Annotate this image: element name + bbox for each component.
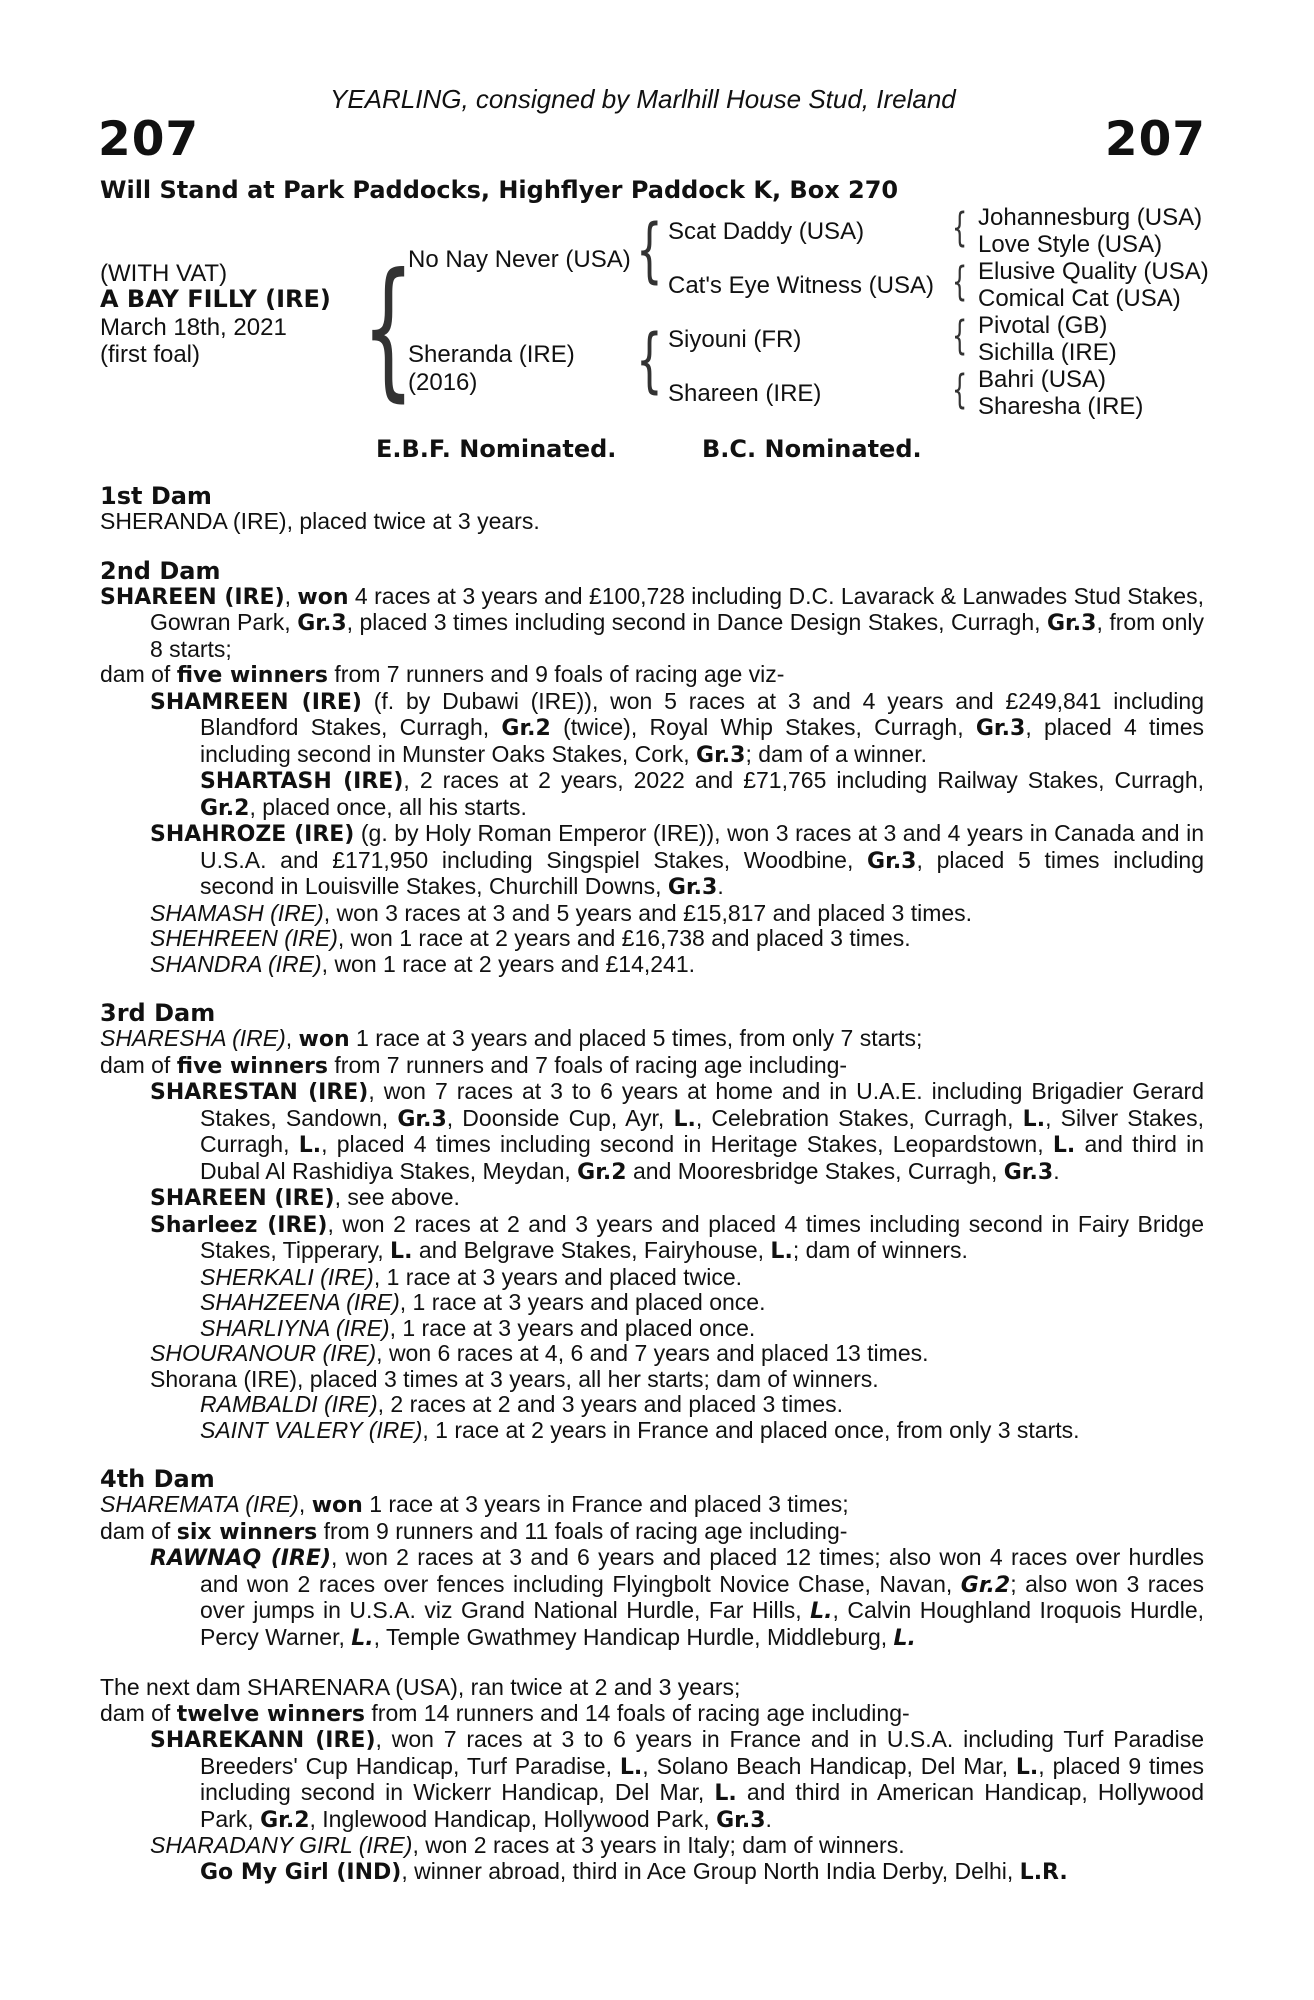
dam-section xyxy=(100,1675,1204,1885)
text-run: , won 2 races at 2 and 3 years and placed 4 times including second in Fairy Bridge Stakes, Tipperary, xyxy=(200,1210,1204,1263)
text-run: , won 1 race at 2 years and £16,738 and placed 3 times. xyxy=(337,925,911,951)
bold-name: five winners xyxy=(176,1053,329,1079)
text-run: . xyxy=(1053,1157,1060,1184)
text-run: , won 2 races at 3 years in Italy; dam of winners. xyxy=(412,1832,905,1858)
foal-note: (first foal) xyxy=(100,341,201,368)
grade-label: Gr.3 xyxy=(975,716,1026,741)
granddam-6: Sichilla (IRE) xyxy=(978,339,1117,366)
bold-name: SHARTASH (IRE) xyxy=(200,769,404,794)
text-run: The next dam SHARENARA (USA), ran twice at 2 and 3 years; xyxy=(100,1674,741,1700)
horse-name: A BAY FILLY (IRE) xyxy=(100,285,331,313)
record-line xyxy=(100,1341,1204,1367)
grade-label: L. xyxy=(1015,1754,1039,1780)
record-line xyxy=(100,1053,1204,1080)
text-run: , 1 race at 2 years in France and placed once, from only 3 starts. xyxy=(422,1416,1080,1443)
text-run: , won 7 races at 3 to 6 years in France and in U.S.A. including Turf Paradise Breeders' Cup Handicap, Turf Paradise, xyxy=(200,1726,1204,1779)
grade-label: L. xyxy=(619,1754,643,1780)
text-run: SHERANDA (IRE), placed twice at 3 years. xyxy=(100,508,540,534)
italic-name: SHAREMATA (IRE) xyxy=(100,1491,299,1517)
record-line xyxy=(100,952,1204,978)
text-run: (f. by Dubawi (IRE)), won 5 races at 3 and 4 years and £249,841 including Blandford Stakes, Curragh, xyxy=(200,687,1204,740)
record-line xyxy=(100,689,1204,769)
granddam-2: Love Style (USA) xyxy=(978,231,1163,258)
grade-label: L. xyxy=(298,1133,322,1158)
text-run: . xyxy=(717,873,724,899)
consignment-subtitle: YEARLING, consigned by Marlhill House Stud, Ireland xyxy=(330,84,956,114)
text-run: , placed 3 times including second in Dance Design Stakes, Curragh, xyxy=(346,609,1047,635)
bold-name: Sharleez (IRE) xyxy=(150,1212,328,1238)
text-run: . xyxy=(765,1805,772,1832)
record-line xyxy=(100,1727,1204,1833)
g3-brace: { xyxy=(952,313,968,359)
text-run: ; dam of winners. xyxy=(792,1237,968,1263)
text-run: 1 race at 3 years in France and placed 3 times; xyxy=(362,1491,849,1517)
grade-label: Gr.3 xyxy=(397,1106,447,1132)
text-run: , from only 8 starts; xyxy=(150,609,1204,662)
text-run: , won 6 races at 4, 6 and 7 years and placed 13 times. xyxy=(376,1340,929,1366)
text-run: , xyxy=(285,1025,299,1051)
grade-label: Gr.3 xyxy=(1047,611,1097,636)
dam-year: (2016) xyxy=(408,369,478,396)
section-heading: 1st Dam xyxy=(100,482,212,510)
bc-nomination: B.C. Nominated. xyxy=(702,435,922,463)
grade-label: L. xyxy=(673,1106,696,1132)
text-run: from 7 runners and 9 foals of racing age viz- xyxy=(328,661,785,687)
text-run: , winner abroad, third in Ace Group North India Derby, Delhi, xyxy=(401,1857,1020,1884)
record-line xyxy=(100,1026,1204,1053)
grandsire-7: Bahri (USA) xyxy=(978,366,1107,393)
text-run: , Doonside Cup, Ayr, xyxy=(446,1104,674,1131)
record-line xyxy=(100,901,1204,927)
section-heading: 3rd Dam xyxy=(100,999,216,1027)
grade-label: L. xyxy=(390,1239,413,1264)
text-run: , placed 4 times including second in Munster Oaks Stakes, Cork, xyxy=(200,714,1204,767)
record-line xyxy=(100,1185,1204,1212)
text-run: , 2 races at 2 and 3 years and placed 3 times. xyxy=(377,1391,844,1417)
bold-name: won xyxy=(297,584,349,610)
italic-name: SHARADANY GIRL (IRE) xyxy=(150,1832,413,1858)
record-line xyxy=(100,1545,1204,1651)
record-line xyxy=(100,584,1204,663)
grade-label: Gr.2 xyxy=(260,1807,310,1833)
record-line xyxy=(100,662,1204,689)
grade-label: Gr.3 xyxy=(716,1807,766,1833)
italic-name: SHOURANOUR (IRE) xyxy=(150,1340,377,1366)
grade-label: L.R. xyxy=(1019,1859,1068,1885)
bold-name: Go My Girl (IND) xyxy=(200,1859,402,1885)
text-run: , xyxy=(298,1491,312,1517)
bold-name: SHAREKANN (IRE) xyxy=(150,1728,376,1753)
sire-dam: Cat's Eye Witness (USA) xyxy=(668,272,934,299)
record-line xyxy=(100,1212,1204,1265)
text-run: , see above. xyxy=(334,1184,460,1210)
dam-sire: Siyouni (FR) xyxy=(668,326,802,353)
text-run: dam of xyxy=(100,1699,177,1726)
grandsire-1: Johannesburg (USA) xyxy=(978,204,1203,231)
grade-label: L. xyxy=(714,1781,737,1806)
text-run: , won 2 races at 3 and 6 years and placed 12 times; also won 4 races over hurdles and won 2 races over fences including Flyingbolt Novice Chase, Navan, xyxy=(200,1544,1204,1597)
record-line xyxy=(100,1418,1204,1444)
text-run: and third in American Handicap, Hollywood Park, xyxy=(200,1779,1204,1832)
text-run: , placed 5 times including second in Louisville Stakes, Churchill Downs, xyxy=(200,846,1204,899)
foaling-date: March 18th, 2021 xyxy=(100,314,287,341)
text-run: , Temple Gwathmey Handicap Hurdle, Middleburg, xyxy=(373,1623,894,1650)
grade-label: Gr.2 xyxy=(501,716,551,741)
g1-brace: { xyxy=(952,205,968,251)
record-line xyxy=(100,1079,1204,1185)
dam-section xyxy=(100,1467,1204,1651)
text-run: , won 3 races at 3 and 5 years and £15,817 and placed 3 times. xyxy=(323,899,973,926)
lot-number-left: 207 xyxy=(98,112,200,167)
ebf-nomination: E.B.F. Nominated. xyxy=(376,435,617,463)
text-run: , 1 race at 3 years and placed once. xyxy=(389,1314,756,1341)
dam-dam: Shareen (IRE) xyxy=(668,380,822,407)
text-run: 1 race at 3 years and placed 5 times, from only 7 starts; xyxy=(349,1025,923,1051)
section-heading: 4th Dam xyxy=(100,1465,215,1493)
vat-note: (WITH VAT) xyxy=(100,260,228,287)
grandsire-3: Elusive Quality (USA) xyxy=(978,258,1209,285)
record-line xyxy=(100,1290,1204,1316)
text-run: dam of xyxy=(100,661,177,687)
text-run: from 9 runners and 11 foals of racing age including- xyxy=(317,1517,848,1544)
dam: Sheranda (IRE) xyxy=(408,341,575,368)
g4-brace: { xyxy=(952,367,968,413)
dam-brace: { xyxy=(636,319,663,401)
text-run: ; dam of a winner. xyxy=(745,740,927,767)
text-run: , placed once, all his starts. xyxy=(249,793,527,820)
record-line xyxy=(100,1265,1204,1291)
record-line xyxy=(100,926,1204,952)
record-line xyxy=(100,1675,1204,1701)
grade-label: L. xyxy=(1052,1133,1076,1158)
text-run: and Belgrave Stakes, Fairyhouse, xyxy=(412,1237,771,1263)
text-run: dam of xyxy=(100,1517,177,1544)
italic-name: SHAMASH (IRE) xyxy=(150,899,324,926)
bold-italic-name: L. xyxy=(893,1625,916,1651)
italic-name: RAMBALDI (IRE) xyxy=(200,1391,378,1417)
text-run: , Celebration Stakes, Curragh, xyxy=(695,1104,1023,1131)
text-run: , 1 race at 3 years and placed twice. xyxy=(373,1263,743,1290)
bold-italic-name: Gr.2 xyxy=(960,1572,1011,1598)
grade-label: Gr.3 xyxy=(867,848,917,874)
text-run: , Calvin Houghland Iroquois Hurdle, Percy Warner, xyxy=(200,1597,1204,1650)
text-run: and Mooresbridge Stakes, Curragh, xyxy=(626,1157,1004,1184)
grade-label: Gr.3 xyxy=(297,611,347,636)
bold-italic-name: L. xyxy=(351,1625,374,1651)
grade-label: Gr.3 xyxy=(667,875,718,900)
bold-italic-name: L. xyxy=(810,1599,833,1624)
text-run: , won 1 race at 2 years and £14,241. xyxy=(321,950,696,977)
record-line xyxy=(100,768,1204,821)
bold-name: six winners xyxy=(176,1519,318,1545)
bold-name: five winners xyxy=(176,663,329,688)
record-line xyxy=(100,821,1204,901)
record-line xyxy=(100,1701,1204,1728)
grade-label: L. xyxy=(770,1239,793,1264)
record-line xyxy=(100,1367,1204,1393)
pedigree-brace-main: { xyxy=(362,242,415,416)
lot-number-right: 207 xyxy=(1104,112,1206,167)
grandsire-5: Pivotal (GB) xyxy=(978,312,1108,339)
text-run: , placed 4 times including second in Heritage Stakes, Leopardstown, xyxy=(321,1131,1053,1157)
granddam-8: Sharesha (IRE) xyxy=(978,393,1144,420)
record-line xyxy=(100,1859,1204,1886)
bold-name: SHAREEN (IRE) xyxy=(150,1186,335,1211)
text-run: , 1 race at 3 years and placed once. xyxy=(399,1289,766,1315)
record-line xyxy=(100,1316,1204,1342)
text-run: and third in Dubal Al Rashidiya Stakes, Meydan, xyxy=(200,1131,1204,1184)
bold-name: SHAREEN (IRE) xyxy=(100,584,285,610)
text-run: , Inglewood Handicap, Hollywood Park, xyxy=(309,1805,717,1832)
dam-section xyxy=(100,556,1204,978)
text-run: , 2 races at 2 years, 2022 and £71,765 including Railway Stakes, Curragh, xyxy=(403,767,1204,793)
text-run: ; also won 3 races over jumps in U.S.A. viz Grand National Hurdle, Far Hills, xyxy=(200,1570,1204,1623)
sire-brace: { xyxy=(636,209,663,291)
grade-label: Gr.3 xyxy=(696,742,746,768)
italic-name: SHARESHA (IRE) xyxy=(100,1025,286,1051)
record-line xyxy=(100,1833,1204,1859)
text-run: from 7 runners and 7 foals of racing age including- xyxy=(328,1051,848,1078)
grade-label: L. xyxy=(1022,1106,1046,1132)
record-line xyxy=(100,509,1204,535)
text-run: Shorana (IRE), placed 3 times at 3 years, all her starts; dam of winners. xyxy=(150,1365,879,1392)
record-line xyxy=(100,1492,1204,1519)
text-run: (g. by Holy Roman Emperor (IRE)), won 3 races at 3 and 4 years in Canada and in U.S.A. and £171,950 including Singspiel Stakes, Woodbine, xyxy=(200,820,1204,873)
grade-label: Gr.3 xyxy=(1003,1159,1054,1185)
text-run: from 14 runners and 14 foals of racing age including- xyxy=(365,1699,910,1726)
italic-name: SAINT VALERY (IRE) xyxy=(200,1416,423,1443)
stand-location: Will Stand at Park Paddocks, Highflyer Paddock K, Box 270 xyxy=(100,176,899,204)
section-heading: 2nd Dam xyxy=(100,556,221,585)
italic-name: SHARLIYNA (IRE) xyxy=(200,1314,390,1341)
bold-italic-name: RAWNAQ (IRE) xyxy=(150,1546,331,1571)
bold-name: won xyxy=(298,1027,350,1052)
text-run: , Solano Beach Handicap, Del Mar, xyxy=(642,1752,1016,1779)
bold-name: SHAMREEN (IRE) xyxy=(150,689,362,715)
bold-name: SHARESTAN (IRE) xyxy=(150,1080,369,1105)
bold-name: won xyxy=(311,1493,363,1518)
family-history xyxy=(100,484,1204,1909)
record-line xyxy=(100,1392,1204,1418)
g2-brace: { xyxy=(952,259,968,305)
text-run: , won 7 races at 3 to 6 years at home and in U.A.E. including Brigadier Gerard Stakes, Sandown, xyxy=(200,1078,1204,1131)
grade-label: Gr.2 xyxy=(200,795,250,821)
sire: No Nay Never (USA) xyxy=(408,246,631,273)
text-run: (twice), Royal Whip Stakes, Curragh, xyxy=(550,714,976,740)
text-run: 4 races at 3 years and £100,728 including D.C. Lavarack & Lanwades Stud Stakes, Gowran Park, xyxy=(150,582,1204,635)
italic-name: SHERKALI (IRE) xyxy=(200,1263,374,1290)
bold-name: twelve winners xyxy=(176,1701,365,1727)
record-line xyxy=(100,1519,1204,1546)
text-run: , Silver Stakes, Curragh, xyxy=(200,1104,1204,1157)
text-run: dam of xyxy=(100,1051,177,1078)
italic-name: SHANDRA (IRE) xyxy=(150,950,322,977)
bold-name: SHAHROZE (IRE) xyxy=(150,822,355,847)
sire-sire: Scat Daddy (USA) xyxy=(668,218,865,245)
text-run: , xyxy=(284,582,298,609)
dam-section xyxy=(100,484,1204,535)
italic-name: SHAHZEENA (IRE) xyxy=(200,1289,400,1315)
italic-name: SHEHREEN (IRE) xyxy=(150,925,338,951)
dam-section xyxy=(100,1001,1204,1443)
grade-label: Gr.2 xyxy=(577,1159,627,1185)
text-run: , placed 9 times including second in Wickerr Handicap, Del Mar, xyxy=(200,1752,1204,1805)
granddam-4: Comical Cat (USA) xyxy=(978,285,1181,312)
